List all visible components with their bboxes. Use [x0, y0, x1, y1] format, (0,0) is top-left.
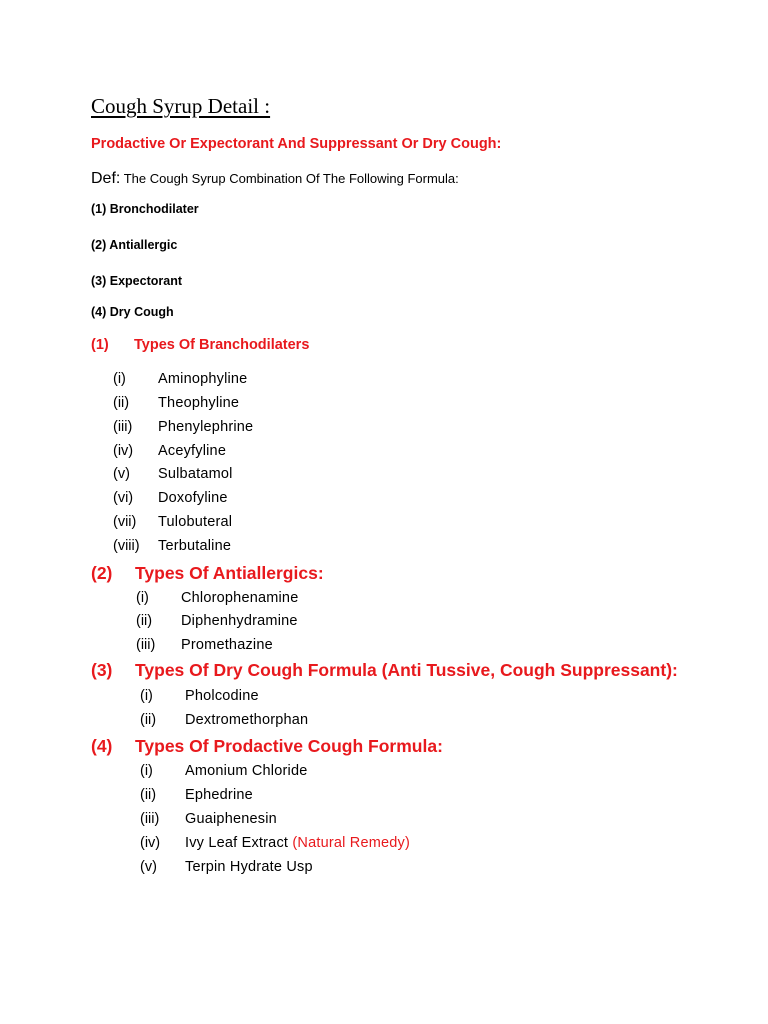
item-numeral: (ii) [113, 395, 130, 411]
item-numeral: (iv) [113, 443, 134, 459]
section-title: Types Of Branchodilaters [134, 337, 310, 353]
list-item: Amonium Chloride [185, 763, 308, 779]
list-item: Terbutaline [158, 538, 232, 554]
list-item: Pholcodine [185, 688, 259, 704]
list-item: Theophyline [158, 395, 240, 411]
item-numeral: (vi) [113, 490, 134, 506]
list-item: Tulobuteral [158, 514, 233, 530]
list-item: Dextromethorphan [185, 712, 309, 728]
definition-label: Def: [91, 170, 121, 187]
section-number: (4) [91, 736, 113, 756]
item-numeral: (vii) [113, 514, 137, 530]
item-numeral: (v) [140, 859, 157, 875]
section-number: (1) [91, 337, 109, 353]
list-item: Diphenhydramine [181, 613, 298, 629]
section-number: (2) [91, 563, 113, 583]
item-numeral: (iii) [140, 811, 160, 827]
list-item-name: Ivy Leaf Extract [185, 835, 289, 851]
item-numeral: (ii) [140, 787, 157, 803]
list-item: Guaiphenesin [185, 811, 277, 827]
item-numeral: (v) [113, 466, 130, 482]
section-title: Types Of Prodactive Cough Formula: [135, 736, 443, 756]
formula-item: (1) Bronchodilater [91, 202, 199, 216]
item-numeral: (i) [136, 590, 149, 606]
item-numeral: (i) [140, 688, 153, 704]
section-number: (3) [91, 660, 113, 680]
list-item: Ephedrine [185, 787, 253, 803]
item-numeral: (ii) [136, 613, 153, 629]
list-item: Doxofyline [158, 490, 228, 506]
definition-line [91, 170, 459, 188]
list-item: Phenylephrine [158, 419, 254, 435]
list-item [185, 835, 410, 851]
item-numeral: (viii) [113, 538, 140, 554]
item-numeral: (iii) [136, 637, 156, 653]
formula-item: (4) Dry Cough [91, 305, 174, 319]
formula-item: (3) Expectorant [91, 274, 182, 288]
item-numeral: (iii) [113, 419, 133, 435]
list-item: Chlorophenamine [181, 590, 299, 606]
list-item: Terpin Hydrate Usp [185, 859, 313, 875]
definition-text: The Cough Syrup Combination Of The Following Formula: [123, 171, 459, 186]
item-numeral: (i) [113, 371, 126, 387]
item-numeral: (ii) [140, 712, 157, 728]
section-title: Types Of Antiallergics: [135, 563, 324, 583]
item-numeral: (i) [140, 763, 153, 779]
item-numeral: (iv) [140, 835, 161, 851]
section-title: Types Of Dry Cough Formula (Anti Tussive, Cough Suppressant): [135, 660, 678, 680]
list-item: Promethazine [181, 637, 273, 653]
list-item: Aceyfyline [158, 443, 227, 459]
formula-item: (2) Antiallergic [91, 238, 178, 252]
natural-remedy-note: (Natural Remedy) [292, 835, 410, 851]
list-item: Aminophyline [158, 371, 248, 387]
list-item: Sulbatamol [158, 466, 233, 482]
document-title: Cough Syrup Detail : [91, 94, 271, 118]
document-subtitle: Prodactive Or Expectorant And Suppressant Or Dry Cough: [91, 136, 502, 152]
